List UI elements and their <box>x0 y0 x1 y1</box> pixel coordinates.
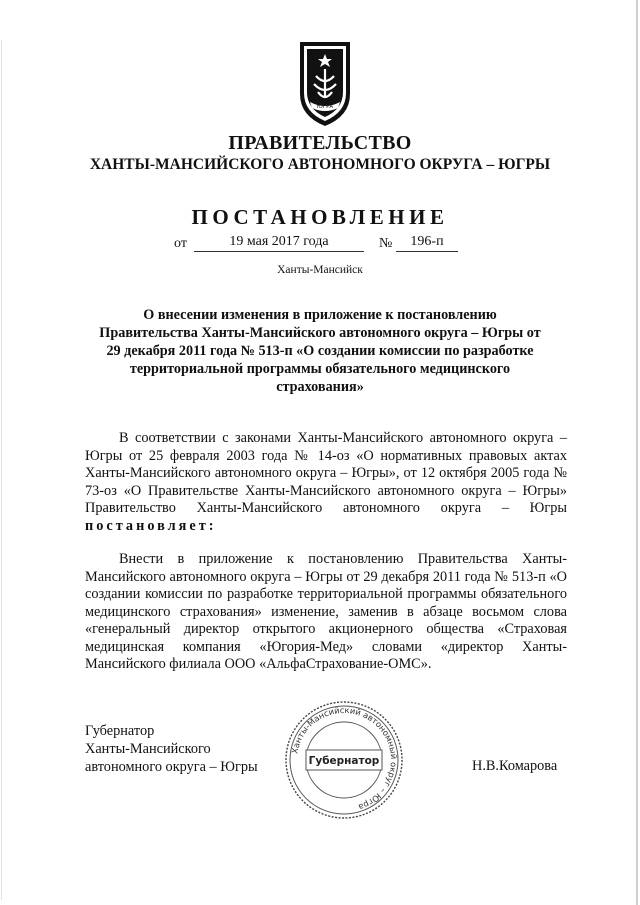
government-title: ПРАВИТЕЛЬСТВО <box>228 132 412 154</box>
document-number: 196-п <box>396 234 458 252</box>
document-type: ПОСТАНОВЛЕНИЕ <box>191 205 449 229</box>
number-label: № <box>379 236 393 251</box>
date-from-label: от <box>174 236 187 251</box>
paragraph-1-text: В соответствии с законами Ханты-Мансийского автономного округа – Югры от 25 февраля 2003 года № 14-оз «О нормативных правовых актах Ханты-Мансийского автономного округа – Югры», от 12 октября 2005 года № 73-оз «О Правительстве Ханты-Мансийского автономного округа – Югры» Правительство Ханты-Мансийского автономного округа – Югры <box>85 430 567 516</box>
coat-of-arms-icon <box>294 36 356 128</box>
document-date: 19 мая 2017 года <box>194 234 364 252</box>
svg-text:ЮГРА: ЮГРА <box>316 104 334 110</box>
svg-text:Ханты-Мансийский автономный ок: Ханты-Мансийский автономный округ – Югра <box>289 704 400 813</box>
resolution-keyword: постановляет: <box>85 517 217 534</box>
body-paragraph-1 <box>85 430 567 535</box>
paragraph-2-text: Внести в приложение к постановлению Правительства Ханты-Мансийского автономного округа – Югры от 29 декабря 2011 года № 513-п «О создании комиссии по разработке территориальной программы обязательного медицинского страхования» изменение, заменив в абзаце восьмом слова «генеральный директор открытого акционерного общества «Страховая медицинская компания «Югория-Мед» словами «директор Ханты-Мансийского филиала ООО «АльфаСтрахование-ОМС». <box>85 551 567 672</box>
signatory-title-line-1: Губернатор <box>85 723 155 739</box>
document-subject: О внесении изменения в приложение к постановлению Правительства Ханты-Мансийского автономного округа – Югры от 29 декабря 2011 года № 513-п «О создании комиссии по разработке территориальной программы обязательного медицинского страхования» <box>99 307 541 395</box>
svg-text:Губернатор: Губернатор <box>308 755 380 767</box>
signatory-title <box>85 722 258 776</box>
body-paragraph-2 <box>85 551 567 674</box>
signatory-title-line-2: Ханты-Мансийского <box>85 741 211 757</box>
signatory-name: Н.В.Комарова <box>472 758 558 774</box>
signatory-title-line-3: автономного округа – Югры <box>85 759 258 775</box>
official-stamp-icon <box>282 698 406 822</box>
region-title: ХАНТЫ-МАНСИЙСКОГО АВТОНОМНОГО ОКРУГА – ЮГРЫ <box>89 156 551 173</box>
city: Ханты-Мансийск <box>277 264 363 276</box>
